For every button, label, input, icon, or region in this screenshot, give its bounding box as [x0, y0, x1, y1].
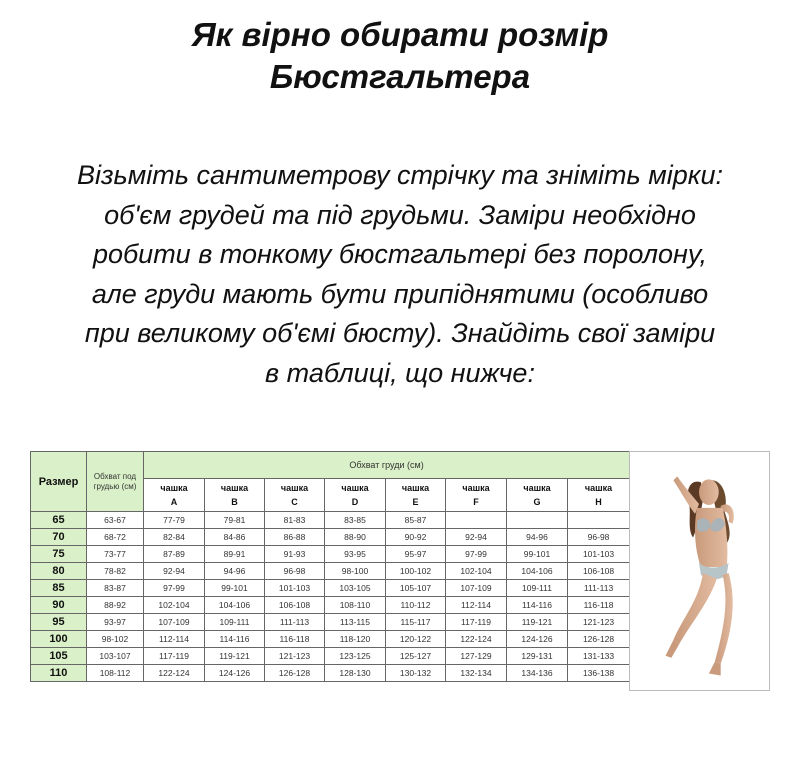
- table-row: [31, 597, 630, 614]
- size-table: [30, 451, 630, 682]
- table-row: [31, 512, 630, 529]
- bust-column-header: Обхват груди (см): [144, 452, 630, 479]
- bust-cell: [568, 512, 630, 529]
- cup-letter: G: [533, 497, 541, 507]
- bust-cell: 91-93: [265, 546, 325, 563]
- instructions-line: Візьміть сантиметрову стрічку та зніміть мірки:: [76, 160, 723, 190]
- cup-letter: E: [412, 497, 419, 507]
- bust-cell: 88-90: [325, 529, 386, 546]
- table-row: [31, 529, 630, 546]
- underbust-cell: 93-97: [87, 614, 144, 631]
- bust-cell: 131-133: [568, 648, 630, 665]
- bust-cell: 98-100: [325, 563, 386, 580]
- bust-cell: 123-125: [325, 648, 386, 665]
- bust-cell: 89-91: [205, 546, 265, 563]
- bust-cell: 112-114: [446, 597, 507, 614]
- bust-cell: 117-119: [144, 648, 205, 665]
- cup-header-b: [205, 479, 265, 512]
- bust-cell: 126-128: [265, 665, 325, 682]
- bust-cell: [507, 512, 568, 529]
- underbust-cell: 78-82: [87, 563, 144, 580]
- bust-cell: 102-104: [446, 563, 507, 580]
- band-size-cell: 90: [31, 597, 87, 614]
- bust-cell: 121-123: [265, 648, 325, 665]
- cup-word: чашка: [523, 483, 551, 493]
- bust-cell: 110-112: [386, 597, 446, 614]
- bust-cell: 113-115: [325, 614, 386, 631]
- bust-cell: 109-111: [205, 614, 265, 631]
- cup-header-d: [325, 479, 386, 512]
- cup-word: чашка: [462, 483, 490, 493]
- bust-cell: 118-120: [325, 631, 386, 648]
- bust-cell: 97-99: [446, 546, 507, 563]
- bust-cell: [446, 512, 507, 529]
- bust-cell: 79-81: [205, 512, 265, 529]
- cup-letter: C: [291, 497, 298, 507]
- bust-cell: 117-119: [446, 614, 507, 631]
- bust-cell: 124-126: [205, 665, 265, 682]
- bust-cell: 109-111: [507, 580, 568, 597]
- cup-header-c: [265, 479, 325, 512]
- bust-cell: 92-94: [144, 563, 205, 580]
- bust-cell: 119-121: [205, 648, 265, 665]
- cup-letter: H: [595, 497, 602, 507]
- bust-cell: 105-107: [386, 580, 446, 597]
- bust-cell: 129-131: [507, 648, 568, 665]
- bust-cell: 104-106: [507, 563, 568, 580]
- bust-cell: 93-95: [325, 546, 386, 563]
- bust-cell: 116-118: [265, 631, 325, 648]
- bust-cell: 99-101: [205, 580, 265, 597]
- table-row: [31, 665, 630, 682]
- bust-cell: 81-83: [265, 512, 325, 529]
- bust-cell: 108-110: [325, 597, 386, 614]
- cup-header-f: [446, 479, 507, 512]
- bust-cell: 114-116: [507, 597, 568, 614]
- bust-cell: 107-109: [144, 614, 205, 631]
- cup-word: чашка: [584, 483, 613, 493]
- bust-cell: 111-113: [265, 614, 325, 631]
- bust-cell: 112-114: [144, 631, 205, 648]
- underbust-cell: 98-102: [87, 631, 144, 648]
- bust-cell: 121-123: [568, 614, 630, 631]
- bust-cell: 134-136: [507, 665, 568, 682]
- underbust-cell: 83-87: [87, 580, 144, 597]
- bust-cell: 102-104: [144, 597, 205, 614]
- cup-word: чашка: [220, 483, 249, 493]
- bust-cell: 114-116: [205, 631, 265, 648]
- band-size-cell: 70: [31, 529, 87, 546]
- cup-header-a: [144, 479, 205, 512]
- band-size-cell: 110: [31, 665, 87, 682]
- band-size-cell: 80: [31, 563, 87, 580]
- bust-cell: 101-103: [265, 580, 325, 597]
- bust-cell: 85-87: [386, 512, 446, 529]
- band-size-cell: 95: [31, 614, 87, 631]
- instructions-text: [20, 156, 780, 393]
- bust-cell: 125-127: [386, 648, 446, 665]
- bust-cell: 103-105: [325, 580, 386, 597]
- cup-letter: B: [231, 497, 238, 507]
- table-row: [31, 614, 630, 631]
- bust-cell: 84-86: [205, 529, 265, 546]
- bust-cell: 130-132: [386, 665, 446, 682]
- cup-header-h: [568, 479, 630, 512]
- underbust-cell: 73-77: [87, 546, 144, 563]
- instructions-line: але груди мають бути припіднятими (особливо: [91, 278, 709, 309]
- bust-cell: 127-129: [446, 648, 507, 665]
- cup-letter: A: [170, 497, 178, 507]
- bust-cell: 124-126: [507, 631, 568, 648]
- bust-cell: 90-92: [386, 529, 446, 546]
- table-row: [31, 580, 630, 597]
- bust-cell: 106-108: [265, 597, 325, 614]
- bust-cell: 100-102: [386, 563, 446, 580]
- bust-cell: 106-108: [568, 563, 630, 580]
- bust-cell: 128-130: [325, 665, 386, 682]
- table-row: [31, 648, 630, 665]
- size-chart: [30, 451, 770, 691]
- cup-header-g: [507, 479, 568, 512]
- bust-cell: 87-89: [144, 546, 205, 563]
- underbust-cell: 68-72: [87, 529, 144, 546]
- bust-cell: 111-113: [568, 580, 630, 597]
- bust-cell: 86-88: [265, 529, 325, 546]
- bust-cell: 94-96: [205, 563, 265, 580]
- bust-cell: 95-97: [386, 546, 446, 563]
- table-row: [31, 631, 630, 648]
- size-column-header: Размер: [31, 452, 87, 512]
- bust-cell: 96-98: [568, 529, 630, 546]
- band-size-cell: 85: [31, 580, 87, 597]
- bust-cell: 101-103: [568, 546, 630, 563]
- bust-cell: 132-134: [446, 665, 507, 682]
- instructions-line: робити в тонкому бюстгальтері без поролону,: [92, 239, 708, 269]
- bust-cell: 83-85: [325, 512, 386, 529]
- bust-cell: 115-117: [386, 614, 446, 631]
- bust-cell: 122-124: [446, 631, 507, 648]
- title-line-2: Бюстгальтера: [269, 58, 531, 95]
- instructions-line: при великому об'ємі бюсту). Знайдіть свої заміри: [84, 318, 716, 348]
- table-row: [31, 563, 630, 580]
- bust-cell: 99-101: [507, 546, 568, 563]
- bust-cell: 82-84: [144, 529, 205, 546]
- cup-word: чашка: [160, 483, 188, 493]
- cup-letter: D: [351, 497, 359, 507]
- cup-header-e: [386, 479, 446, 512]
- instructions-line: в таблиці, що нижче:: [265, 357, 535, 388]
- cup-word: чашка: [341, 483, 369, 493]
- bust-cell: 126-128: [568, 631, 630, 648]
- bust-cell: 97-99: [144, 580, 205, 597]
- underbust-cell: 63-67: [87, 512, 144, 529]
- bust-cell: 120-122: [386, 631, 446, 648]
- cup-letter: F: [473, 497, 479, 507]
- band-size-cell: 75: [31, 546, 87, 563]
- bust-cell: 104-106: [205, 597, 265, 614]
- bust-cell: 94-96: [507, 529, 568, 546]
- instructions-line: об'єм грудей та під грудьми. Заміри необхідно: [104, 199, 696, 230]
- band-size-cell: 100: [31, 631, 87, 648]
- underbust-cell: 88-92: [87, 597, 144, 614]
- cup-word: чашка: [280, 483, 309, 493]
- page-title: [0, 14, 800, 98]
- bust-cell: 136-138: [568, 665, 630, 682]
- bust-cell: 107-109: [446, 580, 507, 597]
- bust-cell: 122-124: [144, 665, 205, 682]
- bust-cell: 116-118: [568, 597, 630, 614]
- bust-cell: 96-98: [265, 563, 325, 580]
- underbust-column-header: Обхват под грудью (см): [87, 452, 144, 512]
- table-row: [31, 546, 630, 563]
- title-line-1: Як вірно обирати розмір: [191, 16, 609, 53]
- band-size-cell: 105: [31, 648, 87, 665]
- underbust-cell: 108-112: [87, 665, 144, 682]
- model-photo: [629, 451, 770, 691]
- bust-cell: 119-121: [507, 614, 568, 631]
- cup-word: чашка: [401, 483, 430, 493]
- bust-cell: 92-94: [446, 529, 507, 546]
- bust-cell: 77-79: [144, 512, 205, 529]
- band-size-cell: 65: [31, 512, 87, 529]
- underbust-cell: 103-107: [87, 648, 144, 665]
